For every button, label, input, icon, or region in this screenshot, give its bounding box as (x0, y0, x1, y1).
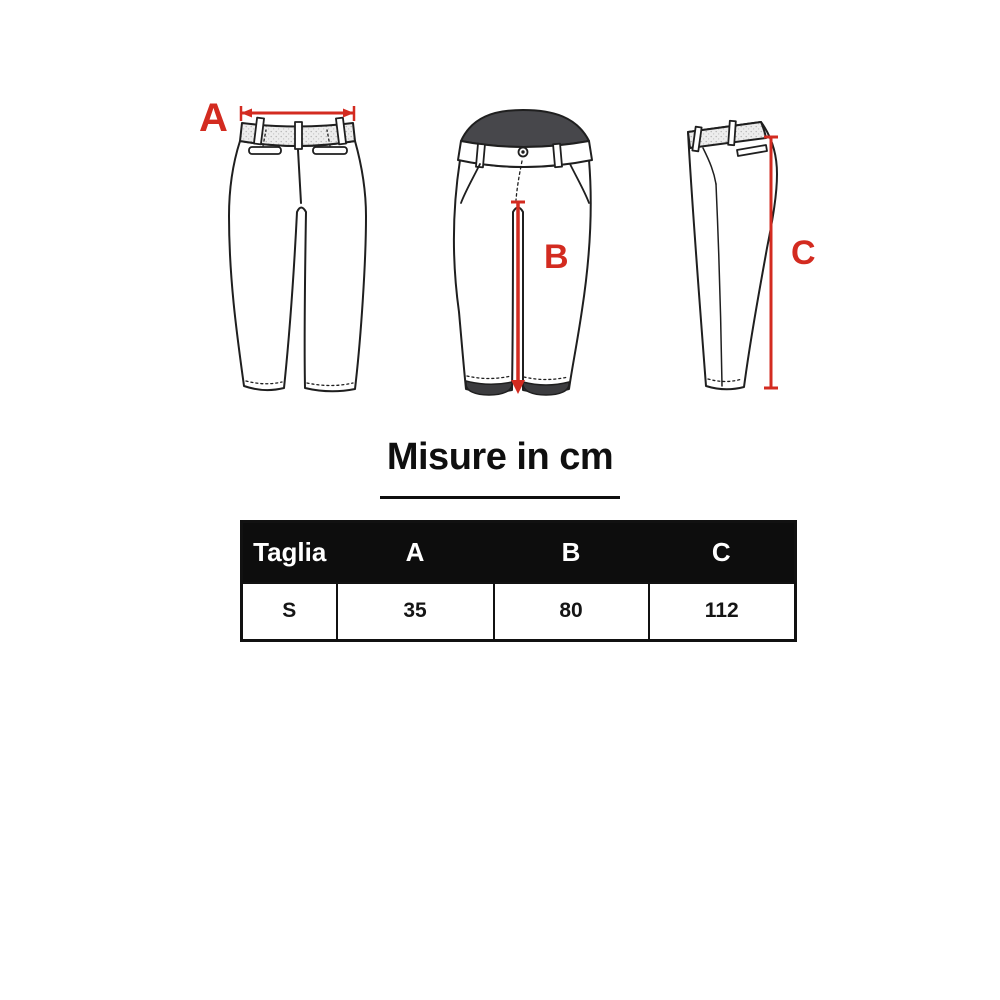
header-b: B (494, 522, 649, 583)
size-table-body (242, 583, 796, 641)
measure-label-a: A (199, 96, 228, 140)
cell-measure-c: 112 (649, 583, 796, 641)
header-c: C (649, 522, 796, 583)
cell-measure-a: 35 (337, 583, 494, 641)
header-row (242, 522, 796, 583)
pants-side-view-illustration (688, 121, 777, 389)
cell-measure-b: 80 (494, 583, 649, 641)
pants-front-view-illustration (454, 110, 592, 395)
title-underline (380, 496, 620, 499)
page-title: Misure in cm (386, 436, 614, 478)
pants-back-view-illustration (229, 118, 366, 392)
measure-label-c: C (791, 234, 816, 272)
waist-opening-dark (461, 110, 589, 147)
measure-label-b: B (544, 238, 569, 276)
header-a: A (337, 522, 494, 583)
cell-taglia: S (242, 583, 337, 641)
size-table-header (242, 522, 796, 583)
header-taglia: Taglia (242, 522, 337, 583)
pants-diagram-svg (0, 0, 1000, 430)
waist-button (519, 148, 528, 157)
size-table (240, 520, 797, 642)
pants-illustrations (0, 0, 1000, 430)
table-row-size-s (242, 583, 796, 641)
